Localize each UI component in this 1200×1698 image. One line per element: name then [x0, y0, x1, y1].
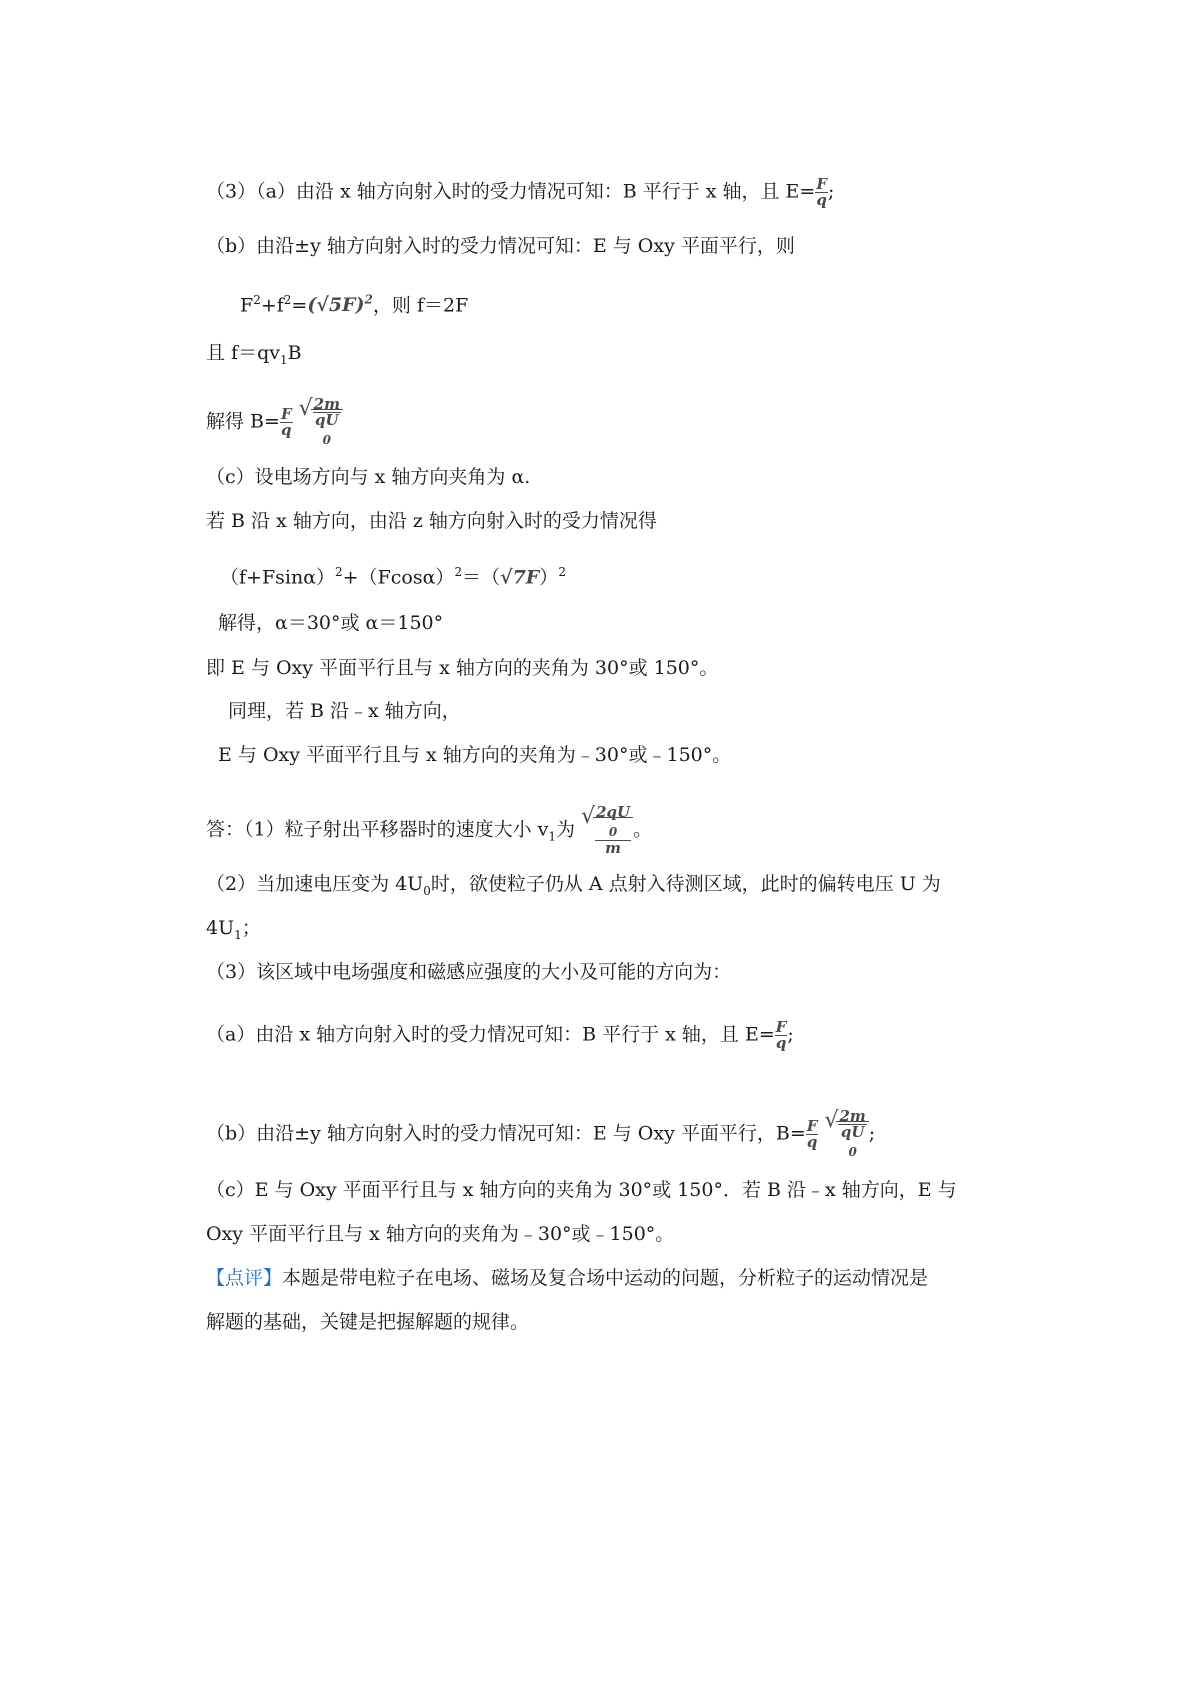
fraction-F-over-q: $\frac{F}{q}$: [280, 405, 292, 439]
line-f-equals-qvB: 且 $f=qv_1B$: [206, 342, 302, 367]
line-answer-3a: （a）由沿 x 轴方向射入时的受力情况可知：B 平行于 x 轴，且 E= $\frac{F}{q}$ ;: [206, 1018, 794, 1052]
text: （3）（a）由沿 x 轴方向射入时的受力情况可知：B 平行于 x 轴，且 E=: [206, 180, 816, 203]
comment-tag: 【点评】: [206, 1267, 283, 1289]
fraction-F-over-q: $\frac{F}{q}$: [775, 1018, 787, 1052]
line-3c: （c）设电场方向与 x 轴方向夹角为 α.: [206, 466, 531, 488]
line-E-negative-angle: E 与 Oxy 平面平行且与 x 轴方向的夹角为﹣30°或﹣150°。: [218, 744, 732, 766]
line-comment: 【点评】本题是带电粒子在电场、磁场及复合场中运动的问题，分析粒子的运动情况是: [206, 1267, 929, 1289]
sqrt-2qU0-over-m: √ 2qU $_0$ m: [581, 805, 633, 856]
line-comment-cont: 解题的基础，关键是把握解题的规律。: [206, 1311, 530, 1333]
line-E-angle: 即 E 与 Oxy 平面平行且与 x 轴方向的夹角为 30°或 150°。: [206, 657, 719, 679]
line-force-equation: $F^2+f^2=(√5F)^2$，则 f＝2F: [240, 293, 469, 317]
line-alpha-equation: $(f+Fsin\alpha)^2+(Fcos\alpha)^2=(√7F)^2$: [220, 565, 566, 589]
line-answer-3c-cont: Oxy 平面平行且与 x 轴方向的夹角为﹣30°或﹣150°。: [206, 1223, 675, 1245]
line-answer-3b: （b）由沿±y 轴方向射入时的受力情况可知：E 与 Oxy 平面平行，B= $\frac{F}{q}$ √ 2m qU $_0$ ;: [206, 1107, 876, 1159]
line-answer-2: （2）当加速电压变为 $4U_0$时，欲使粒子仍从 A 点射入待测区域，此时的偏转电压 U 为: [206, 873, 941, 898]
line-3b: （b）由沿±y 轴方向射入时的受力情况可知：E 与 Oxy 平面平行，则: [206, 235, 795, 257]
fraction-F-over-q: $\frac{F}{q}$: [806, 1117, 818, 1151]
sqrt-2m-over-qU0: √ 2m qU $_0$: [824, 1109, 868, 1160]
line-answer-1: 答：（1）粒子射出平移器时的速度大小 $v_1$为 √ 2qU $_0$ m 。: [206, 803, 653, 857]
line-alpha-solution: 解得，α＝30°或 α＝150°: [218, 612, 444, 634]
line-solve-B: 解得 B= $\frac{F}{q}$ √ 2m qU $_0$: [206, 397, 343, 448]
line-answer-3: （3）该区域中电场强度和磁感应强度的大小及可能的方向为：: [206, 961, 732, 983]
line-B-along-x: 若 B 沿 x 轴方向，由沿 z 轴方向射入时的受力情况得: [206, 510, 657, 532]
line-3a: （3）（a）由沿 x 轴方向射入时的受力情况可知：B 平行于 x 轴，且 E= $\frac{F}{q}$ ;: [206, 175, 835, 209]
fraction-F-over-q: $\frac{F}{q}$: [816, 175, 827, 209]
line-answer-3c: （c）E 与 Oxy 平面平行且与 x 轴方向的夹角为 30°或 150°．若 B 沿﹣x 轴方向，E 与: [206, 1179, 957, 1201]
line-answer-2-cont: $4U_1$；: [206, 917, 261, 942]
sqrt5F-expression: $(√5F)^2$: [307, 293, 373, 317]
sqrt-2m-over-qU0: √ 2m qU $_0$: [299, 397, 343, 448]
line-similarly: 同理，若 B 沿﹣x 轴方向，: [228, 700, 461, 722]
